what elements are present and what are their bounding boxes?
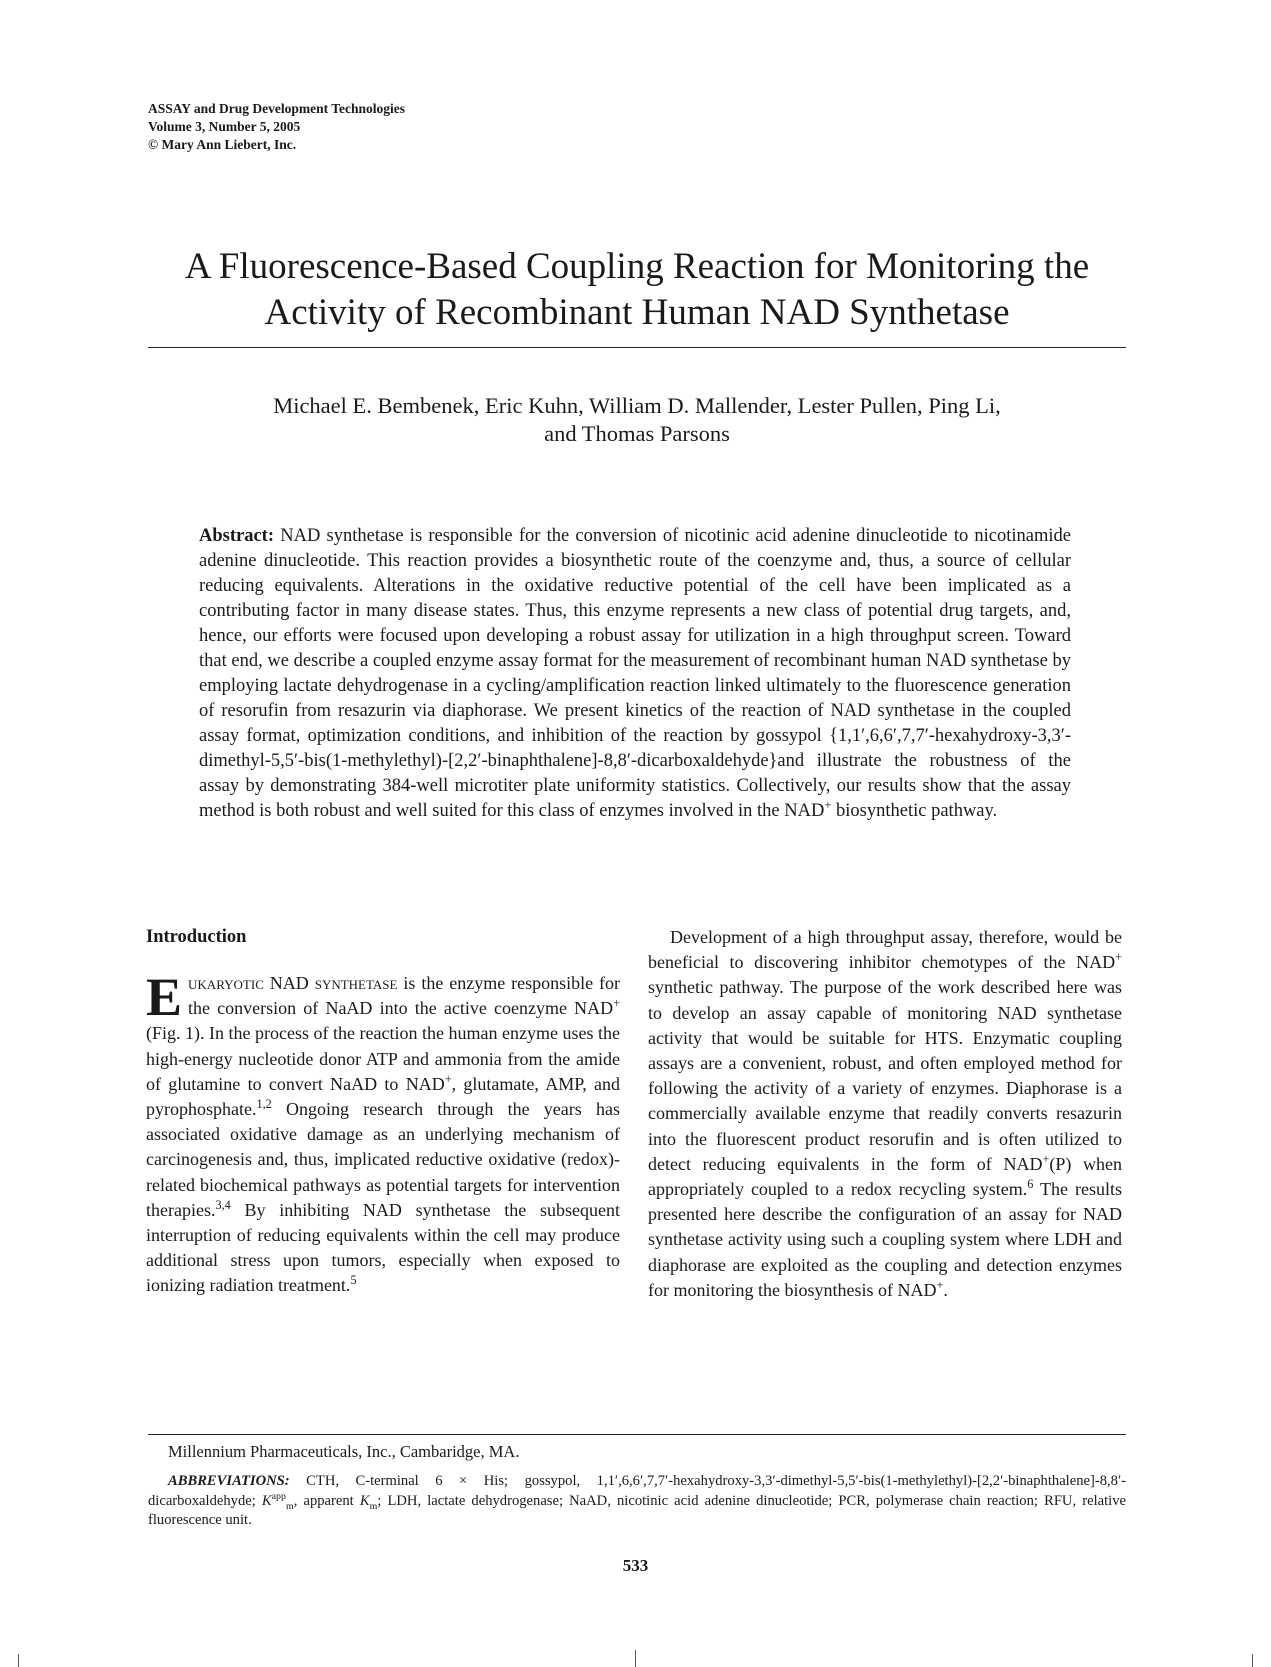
k-symbol: K xyxy=(261,1492,272,1509)
journal-volume: Volume 3, Number 5, 2005 xyxy=(148,119,301,134)
crop-mark-left xyxy=(18,1654,19,1667)
right-text-4: The results presented here describe the configuration of an assay for NAD synthetase activity using such a coupling system where LDH and diaphorase are exploited as the coupling and detection enzymes for monitoring the biosynthesis of NAD xyxy=(648,1179,1122,1300)
superscript-plus: + xyxy=(1042,1151,1050,1166)
k-m-subscript-2: m xyxy=(369,1500,378,1512)
section-heading-introduction: Introduction xyxy=(146,927,247,947)
abstract xyxy=(199,524,1071,824)
abstract-text-end: biosynthetic pathway. xyxy=(831,801,998,821)
footnote-rule xyxy=(148,1434,1126,1435)
title-rule xyxy=(148,347,1126,348)
right-paragraph xyxy=(648,925,1122,1303)
abbreviations-label: ABBREVIATIONS: xyxy=(168,1473,290,1489)
affiliation: Millennium Pharmaceuticals, Inc., Cambaridge, MA. xyxy=(168,1442,520,1461)
left-column xyxy=(146,925,620,1299)
k-app-superscript: app xyxy=(271,1490,286,1502)
intro-paragraph xyxy=(146,967,621,1299)
reference-6: 6 xyxy=(1027,1177,1034,1192)
reference-1-2: 1,2 xyxy=(256,1097,272,1112)
superscript-plus: + xyxy=(936,1277,944,1292)
author-list xyxy=(148,392,1126,448)
reference-3-4: 3,4 xyxy=(215,1197,231,1212)
drop-cap: E xyxy=(146,967,183,1027)
title-line-2: Activity of Recombinant Human NAD Synthetase xyxy=(264,292,1010,333)
superscript-plus: + xyxy=(824,797,832,812)
abbrev-text-2: , apparent xyxy=(293,1492,360,1509)
intro-text-3: , glutamate, AMP, and pyrophosphate. xyxy=(146,1073,620,1120)
k-symbol-2: K xyxy=(359,1492,370,1509)
title-line-1: A Fluorescence-Based Coupling Reaction for Monitoring the xyxy=(184,246,1090,287)
right-text-3: (P) when appropriately coupled to a redox recycling system. xyxy=(648,1153,1122,1200)
journal-copyright: © Mary Ann Liebert, Inc. xyxy=(148,137,297,152)
journal-name: ASSAY and Drug Development Technologies xyxy=(148,101,406,116)
right-text-2: synthetic pathway. The purpose of the work described here was to develop an assay capable of monitoring NAD synthetase activity that would be suitable for HTS. Enzymatic coupling assays are a convenient, robust, and often employed method for following the activity of a variety of enzymes. Diaphorase is a commercially available enzyme that readily converts resazurin into the fluorescent product resorufin and is often utilized to detect reducing equivalents in the form of NAD xyxy=(648,977,1122,1174)
abbreviations xyxy=(148,1472,1126,1531)
abstract-label: Abstract: xyxy=(199,526,275,546)
crop-mark-center xyxy=(635,1650,636,1667)
abstract-text: NAD synthetase is responsible for the conversion of nicotinic acid adenine dinucleotide to nicotinamide adenine dinucleotide. This reaction provides a biosynthetic route of the coenzyme and, thus, a source of cellular reducing equivalents. Alterations in the oxidative reductive potential of the cell have been implicated as a contributing factor in many disease states. Thus, this enzyme represents a new class of potential drug targets, and, hence, our efforts were focused upon developing a robust assay for utilization in a high throughput screen. Toward that end, we describe a coupled enzyme assay format for the measurement of recombinant human NAD synthetase by employing lactate dehydrogenase in a cycling/amplification reaction linked ultimately to the fluorescence generation of resorufin from resazurin via diaphorase. We present kinetics of the reaction of NAD synthetase in the coupled assay format, optimization conditions, and inhibition of the reaction by gossypol {1,1′,6,6′,7,7′-hexahydroxy-3,3′-dimethyl-5,5′-bis(1-methylethyl)-[2,2′-binaphthalene]-8,8′-dicarboxaldehyde}and illustrate the robustness of the assay by demonstrating 384-well microtiter plate uniformity statistics. Collectively, our results show that the assay method is both robust and well suited for this class of enzymes involved in the NAD xyxy=(199,526,1072,821)
article-title xyxy=(148,244,1126,336)
superscript-plus: + xyxy=(613,996,620,1011)
smallcaps-synthetase: synthetase xyxy=(314,973,398,993)
page-number: 533 xyxy=(622,1556,649,1575)
k-m-subscript: m xyxy=(285,1500,294,1512)
superscript-plus: + xyxy=(444,1071,452,1086)
intro-text-2: (Fig. 1). In the process of the reaction the human enzyme uses the high-energy nucleotide donor ATP and ammonia from the amide of glutamine to convert NaAD to NAD xyxy=(146,1023,620,1094)
superscript-plus: + xyxy=(1115,950,1122,965)
intro-nad: NAD xyxy=(263,973,315,993)
authors-line-2: and Thomas Parsons xyxy=(544,421,730,446)
journal-header xyxy=(148,100,405,154)
abbrev-text-1: CTH, C-terminal 6 × His; gossypol, 1,1′,6,6′,7,7′-hexahydroxy-3,3′-dimethyl-5,5′-bis(1-methylethyl)-[2,2′-binaphthalene]-8,8′-dicarboxaldehyde; xyxy=(148,1473,1126,1509)
intro-text-4: Ongoing research through the years has associated oxidative damage as an underlying mechanism of carcinogenesis and, thus, implicated reductive oxidative (redox)-related biochemical pathways as potential targets for intervention therapies. xyxy=(146,1099,620,1220)
right-text-5: . xyxy=(943,1279,948,1300)
right-text-1: Development of a high throughput assay, therefore, would be beneficial to discovering inhibitor chemotypes of the NAD xyxy=(648,927,1122,973)
right-column xyxy=(648,925,1122,1303)
reference-5: 5 xyxy=(350,1273,357,1288)
abbrev-text-3: ; LDH, lactate dehydrogenase; NaAD, nicotinic acid adenine dinucleotide; PCR, polymerase chain reaction; RFU, relative fluorescence unit. xyxy=(148,1492,1127,1528)
smallcaps-eukaryotic: ukaryotic xyxy=(188,973,264,993)
crop-mark-right xyxy=(1252,1654,1253,1667)
intro-text-5: By inhibiting NAD synthetase the subsequent interruption of reducing equivalents within the cell may produce additional stress upon tumors, especially when exposed to ionizing radiation treatment. xyxy=(146,1199,620,1296)
authors-line-1: Michael E. Bembenek, Eric Kuhn, William D. Mallender, Lester Pullen, Ping Li, xyxy=(273,393,1001,418)
intro-text-1: is the enzyme responsible for the conversion of NaAD into the active coenzyme NAD xyxy=(188,973,621,1019)
